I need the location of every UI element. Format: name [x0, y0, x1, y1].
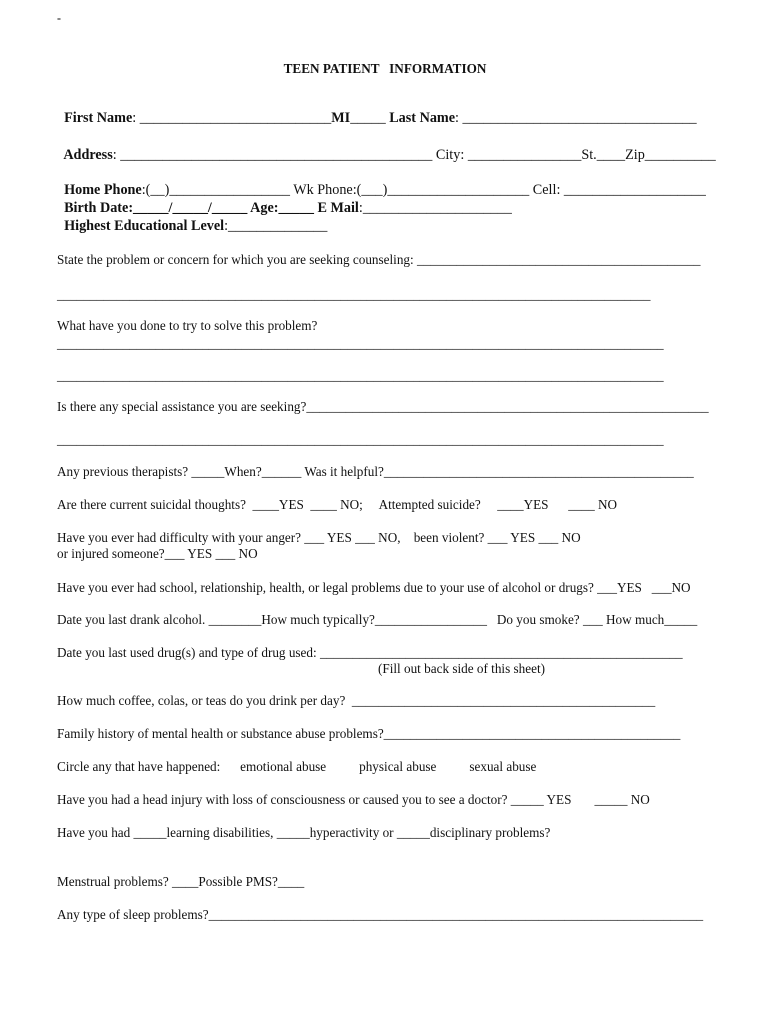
education-label: Highest Educational Level	[64, 218, 225, 234]
suicidal-question[interactable]: Are there current suicidal thoughts? ____YES ____ NO; Attempted suicide? ____YES ____ NO	[57, 497, 618, 512]
education-row	[57, 202, 327, 234]
name-row	[57, 94, 697, 126]
home-phone-label: Home Phone	[64, 182, 142, 198]
therapists-question[interactable]: Any previous therapists? _____When?______ Was it helpful?_______________________________________________	[57, 464, 694, 479]
header-mark: -	[57, 11, 61, 25]
caffeine-question[interactable]: How much coffee, colas, or teas do you drink per day? ______________________________________________	[57, 693, 656, 708]
form-title: TEEN PATIENT INFORMATION	[283, 61, 487, 76]
problem-question[interactable]: State the problem or concern for which you are seeking counseling: ___________________________________________	[57, 252, 701, 267]
birth-date-label: Birth Date	[64, 200, 129, 216]
injured-question[interactable]: or injured someone?___ YES ___ NO	[57, 546, 258, 561]
anger-question[interactable]: Have you ever had difficulty with your anger? ___ YES ___ NO, been violent? ___ YES ___ NO	[57, 530, 581, 545]
work-cell-phone-field[interactable]: Wk Phone:(___)____________________ Cell: ____________________	[293, 182, 706, 198]
address-row	[57, 131, 716, 163]
email-field[interactable]: :_____________________	[358, 200, 512, 216]
last-name-field[interactable]: : _________________________________	[455, 110, 697, 126]
menstrual-question[interactable]: Menstrual problems? ____Possible PMS?____	[57, 874, 305, 889]
mi-field[interactable]: _____	[350, 110, 390, 126]
email-label: E Mail	[317, 200, 359, 216]
alcohol-problems-question[interactable]: Have you ever had school, relationship, health, or legal problems due to your use of alcohol or drugs? ___YES ___NO	[57, 580, 691, 595]
drinking-question[interactable]: Date you last drank alcohol. ________How much typically?_________________ Do you smoke? ___ How much_____	[57, 612, 698, 627]
birth-date-field[interactable]: :_____/_____/_____	[128, 200, 251, 216]
problem-answer-line[interactable]: __________________________________________________________________________________________	[57, 287, 651, 302]
education-field[interactable]: :______________	[224, 218, 328, 234]
assistance-question[interactable]: Is there any special assistance you are seeking?_____________________________________________________________	[57, 399, 709, 414]
age-label: Age	[250, 200, 274, 216]
abuse-circle-question[interactable]: Circle any that have happened: emotional abuse physical abuse sexual abuse	[57, 759, 537, 774]
first-name-field[interactable]: : ___________________________	[132, 110, 332, 126]
solve-answer-line-2[interactable]: ____________________________________________________________________________________________	[57, 368, 664, 383]
learning-question[interactable]: Have you had _____learning disabilities, _____hyperactivity or _____disciplinary problems?	[57, 825, 551, 840]
solve-answer-line-1[interactable]: ____________________________________________________________________________________________	[57, 336, 664, 351]
mi-label: MI	[331, 110, 351, 126]
back-side-note: (Fill out back side of this sheet)	[377, 661, 545, 676]
address-label: Address	[63, 147, 113, 163]
solve-question: What have you done to try to solve this problem?	[57, 318, 318, 333]
drugs-question[interactable]: Date you last used drug(s) and type of drug used: _______________________________________________________	[57, 645, 683, 660]
home-phone-field[interactable]: :(__)_________________	[141, 182, 294, 198]
city-state-zip-field[interactable]: City: ________________St.____Zip__________	[435, 147, 716, 163]
head-injury-question[interactable]: Have you had a head injury with loss of consciousness or caused you to see a doctor? _____ YES _____ NO	[57, 792, 650, 807]
age-field[interactable]: :_____	[273, 200, 318, 216]
address-field[interactable]: : ____________________________________________	[112, 147, 436, 163]
family-history-question[interactable]: Family history of mental health or substance abuse problems?_____________________________________________	[57, 726, 681, 741]
sleep-question[interactable]: Any type of sleep problems?___________________________________________________________________________	[57, 907, 704, 922]
first-name-label: First Name	[64, 110, 133, 126]
last-name-label: Last Name	[389, 110, 456, 126]
assistance-answer-line[interactable]: ____________________________________________________________________________________________	[57, 432, 664, 447]
